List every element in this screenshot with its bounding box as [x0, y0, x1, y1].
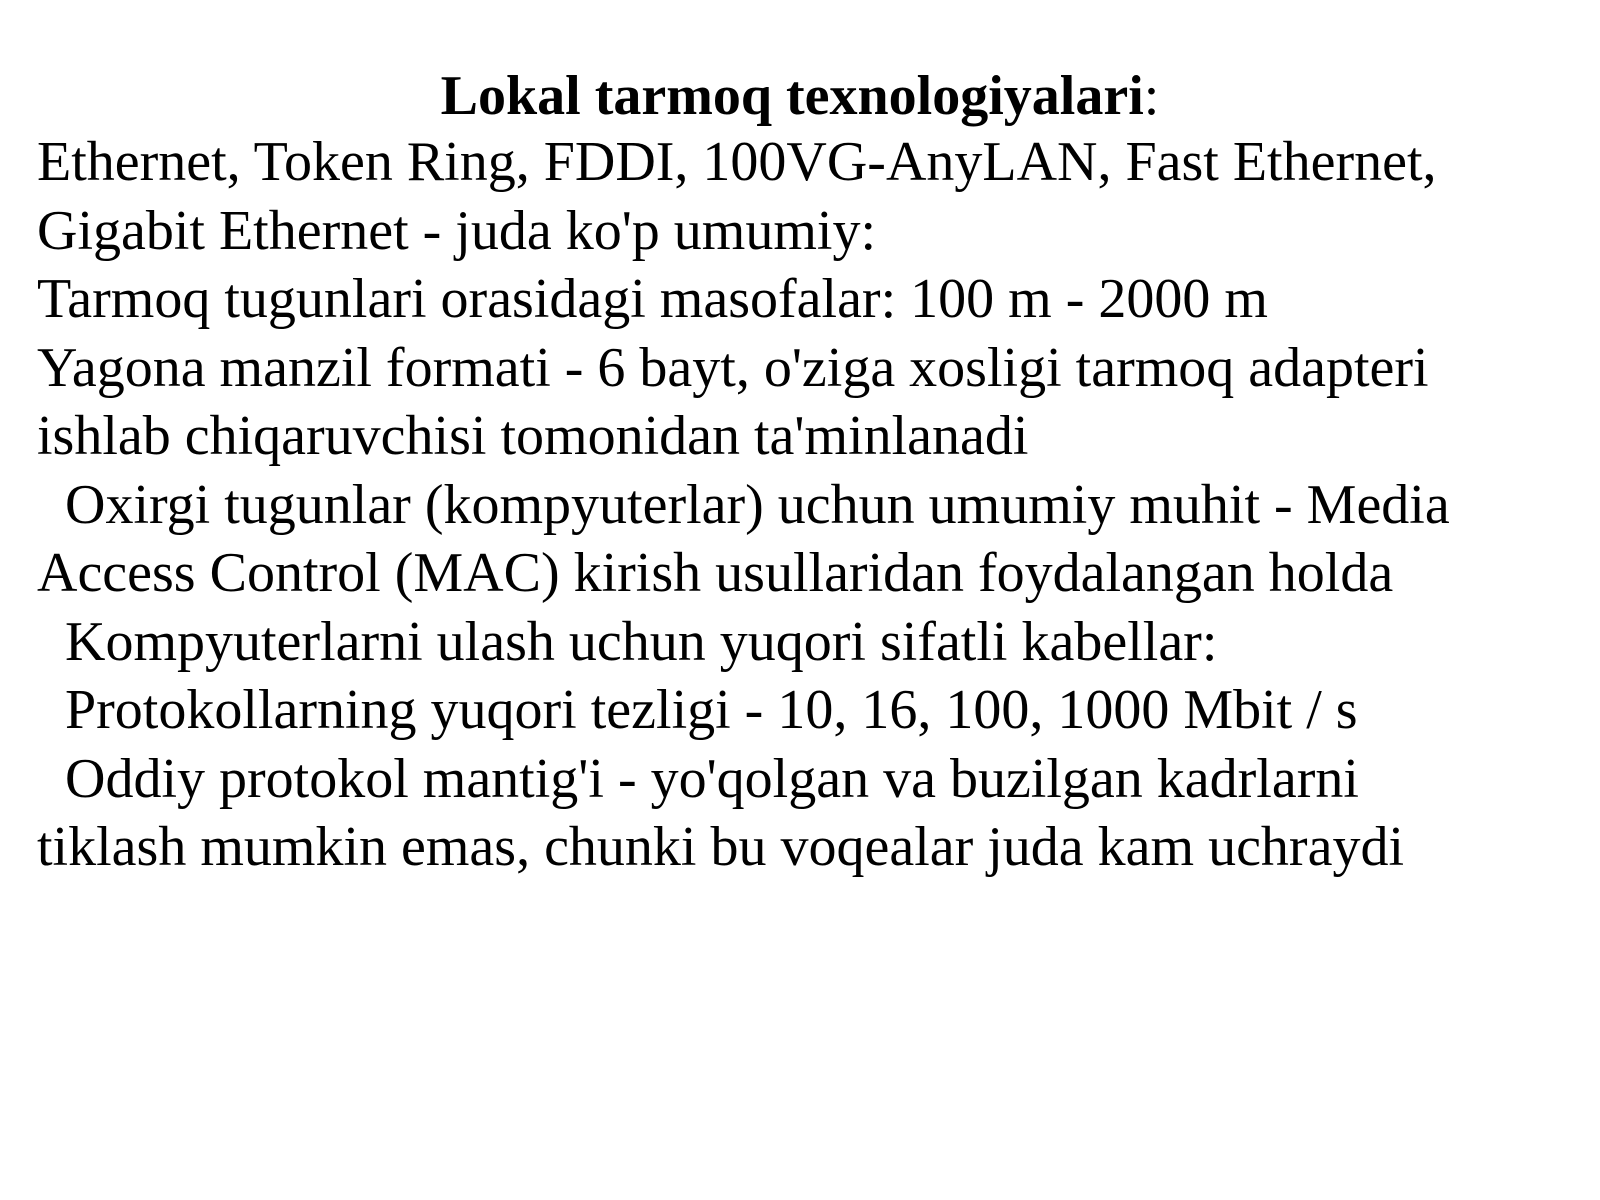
body-line: Access Control (MAC) kirish usullaridan foydalangan holda	[37, 542, 1394, 604]
body-line: Protokollarning yuqori tezligi - 10, 16, 100, 1000 Mbit / s	[37, 679, 1358, 741]
body-line: Gigabit Ethernet - juda ko'p umumiy:	[37, 199, 877, 262]
slide-title-colon: :	[1143, 65, 1160, 127]
body-line: Oxirgi tugunlar (kompyuterlar) uchun umumiy muhit - Media	[37, 473, 1450, 536]
body-line: Oddiy protokol mantig'i - yo'qolgan va buzilgan kadrlarni	[37, 747, 1359, 810]
slide-title-main: Lokal tarmoq texnologiyalari	[440, 65, 1144, 127]
body-line: Ethernet, Token Ring, FDDI, 100VG-AnyLAN, Fast Ethernet,	[37, 131, 1437, 193]
slide-title	[0, 62, 1600, 130]
body-line: tiklash mumkin emas, chunki bu voqealar juda kam uchraydi	[37, 816, 1404, 878]
body-line: Tarmoq tugunlari orasidagi masofalar: 100 m - 2000 m	[37, 268, 1268, 330]
slide-body	[37, 128, 1577, 882]
body-line: Yagona manzil formati - 6 bayt, o'ziga xosligi tarmoq adapteri	[37, 336, 1429, 399]
body-line: ishlab chiqaruvchisi tomonidan ta'minlanadi	[37, 405, 1029, 467]
body-line: Kompyuterlarni ulash uchun yuqori sifatli kabellar:	[37, 610, 1218, 673]
